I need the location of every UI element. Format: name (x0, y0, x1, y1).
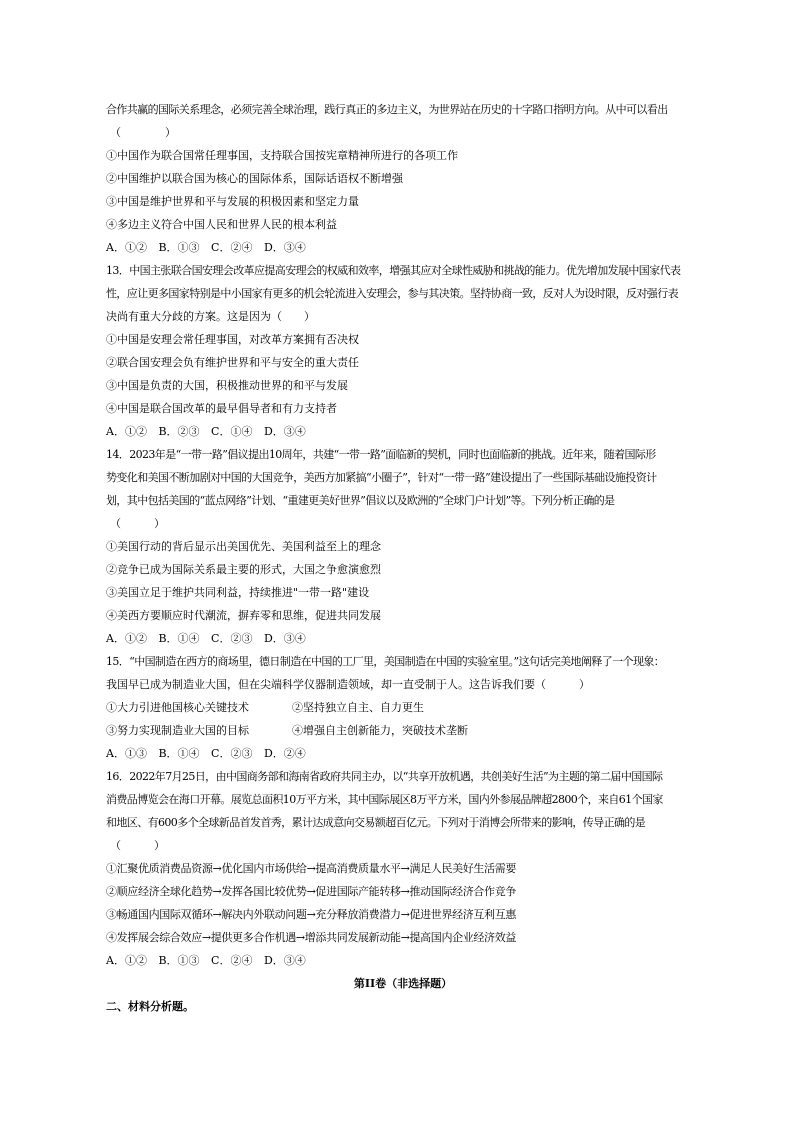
question-14-option-3: ③美国立足于维护共同利益，持续推进"一带一路"建设 (106, 586, 370, 599)
choice-b: B．①④ (158, 632, 200, 645)
question-13-stem-line-1: 13．中国主张联合国安理会改革应提高安理会的权威和效率，增强其应对全球性威胁和挑战的能力。优先增加发展中国家代表 (106, 264, 681, 277)
question-13-option-1: ①中国是安理会常任理事国，对改革方案拥有否决权 (106, 333, 359, 346)
choice-c: C．②④ (211, 954, 253, 967)
section-2-heading: 二、材料分析题。 (106, 1000, 194, 1013)
question-15 (106, 650, 700, 765)
exam-content (106, 98, 700, 1018)
question-14-option-2: ②竞争已成为国际关系最主要的形式，大国之争愈演愈烈 (106, 563, 381, 576)
question-16-answer-blank: （ ） (110, 839, 165, 852)
question-14-answer-blank: （ ） (110, 517, 165, 530)
choice-b: B．①④ (158, 747, 200, 760)
question-12-option-4: ④多边主义符合中国人民和世界人民的根本利益 (106, 218, 337, 231)
question-15-stem-line-2: 我国早已成为制造业大国，但在尖端科学仪器制造领域，却一直受制于人。这告诉我们要（ ） (106, 678, 590, 691)
question-14 (106, 443, 700, 650)
question-14-option-1: ①美国行动的背后显示出美国优先、美国利益至上的理念 (106, 540, 381, 553)
question-15-option-3: ③努力实现制造业大国的目标 (106, 724, 249, 737)
question-13-stem-line-3: 决尚有重大分歧的方案。这是因为（ ） (106, 310, 315, 323)
question-14-stem-line-2: 势变化和美国不断加剧对中国的大国竞争，美西方加紧搞“小圈子”，针对“一带一路”建设提出了一些国际基础设施投资计 (106, 471, 657, 484)
question-15-options-row-2 (106, 719, 468, 742)
question-16 (106, 765, 700, 972)
choice-c: C．②③ (211, 747, 253, 760)
question-16-option-3: ③畅通国内国际双循环→解决内外联动问题→充分释放消费潜力→促进世界经济互利互惠 (106, 908, 516, 921)
choice-b: B．①③ (158, 241, 200, 254)
choice-c: C．②④ (211, 241, 253, 254)
question-12-answer-blank: （ ） (110, 126, 176, 139)
question-14-option-4: ④美西方要顺应时代潮流，摒弃零和思维，促进共同发展 (106, 609, 381, 622)
choice-b: B．②③ (158, 425, 200, 438)
question-15-option-4: ④增强自主创新能力，突破技术垄断 (292, 724, 468, 737)
choice-b: B．①③ (158, 954, 200, 967)
question-16-option-1: ①汇聚优质消费品资源→优化国内市场供给→提高消费质量水平→满足人民美好生活需要 (106, 862, 516, 875)
question-16-option-4: ④发挥展会综合效应→提供更多合作机遇→增添共同发展新动能→提高国内企业经济效益 (106, 931, 516, 944)
choice-c: C．①④ (211, 425, 253, 438)
choice-a: A．①② (106, 425, 147, 438)
question-12-option-2: ②中国维护以联合国为核心的国际体系，国际话语权不断增强 (106, 172, 403, 185)
choice-a: A．①② (106, 632, 147, 645)
question-12-stem-line-1: 合作共赢的国际关系理念，必须完善全球治理，践行真正的多边主义，为世界站在历史的十字路口指明方向。从中可以看出 (106, 103, 668, 116)
choice-d: D．③④ (263, 425, 306, 438)
question-14-choices (106, 627, 700, 650)
question-12 (106, 98, 700, 259)
choice-d: D．③④ (263, 241, 306, 254)
choice-d: D．②④ (263, 747, 306, 760)
question-16-stem-line-3: 和地区、有600多个全球新品首发首秀，累计达成意向交易额超百亿元。下列对于消博会所带来的影响，传导正确的是 (106, 816, 646, 829)
question-13-choices (106, 420, 700, 443)
question-15-options-row-1 (106, 696, 424, 719)
choice-d: D．③④ (263, 632, 306, 645)
question-14-stem-line-3: 划，其中包括美国的“蓝点网络”计划、“重建更美好世界”倡议以及欧洲的“全球门户计划”等。下列分析正确的是 (106, 494, 615, 507)
choice-c: C．②③ (211, 632, 253, 645)
question-15-option-2: ②坚持独立自主、自力更生 (292, 701, 424, 714)
choice-d: D．③④ (263, 954, 306, 967)
question-16-stem-line-2: 消费品博览会在海口开幕。展览总面积10万平方米，其中国际展区8万平方米，国内外参展品牌超2800个，来自61个国家 (106, 793, 663, 806)
question-15-choices (106, 742, 700, 765)
question-15-stem-line-1: 15．“中国制造在西方的商场里，德日制造在中国的工厂里，美国制造在中国的实验室里。”这句话完美地阐释了一个现象： (106, 655, 665, 668)
question-16-option-2: ②顺应经济全球化趋势→发挥各国比较优势→促进国际产能转移→推动国际经济合作竞争 (106, 885, 516, 898)
choice-a: A．①③ (106, 747, 147, 760)
part-2-title: 第II卷（非选择题） (353, 977, 453, 990)
question-12-option-1: ①中国作为联合国常任理事国，支持联合国按宪章精神所进行的各项工作 (106, 149, 458, 162)
question-13-option-2: ②联合国安理会负有维护世界和平与安全的重大责任 (106, 356, 359, 369)
question-14-stem-line-1: 14．2023年是“一带一路”倡议提出10周年，共建“一带一路”面临新的契机，同时也面临新的挑战。近年来，随着国际形 (106, 448, 656, 461)
question-13-stem-line-2: 性，应让更多国家特别是中小国家有更多的机会轮流进入安理会，参与其决策。坚持协商一致，反对人为设时限，反对强行表 (106, 287, 678, 300)
question-12-option-3: ③中国是维护世界和平与发展的积极因素和坚定力量 (106, 195, 359, 208)
question-16-stem-line-1: 16．2022年7月25日，由中国商务部和海南省政府共同主办，以“共享开放机遇，共创美好生活”为主题的第二届中国国际 (106, 770, 663, 783)
question-16-choices (106, 949, 700, 972)
choice-a: A．①② (106, 241, 147, 254)
question-13-option-4: ④中国是联合国改革的最早倡导者和有力支持者 (106, 402, 337, 415)
question-13-option-3: ③中国是负责的大国，积极推动世界的和平与发展 (106, 379, 348, 392)
question-15-option-1: ①大力引进他国核心关键技术 (106, 701, 249, 714)
question-13 (106, 259, 700, 443)
question-12-choices (106, 236, 700, 259)
choice-a: A．①② (106, 954, 147, 967)
